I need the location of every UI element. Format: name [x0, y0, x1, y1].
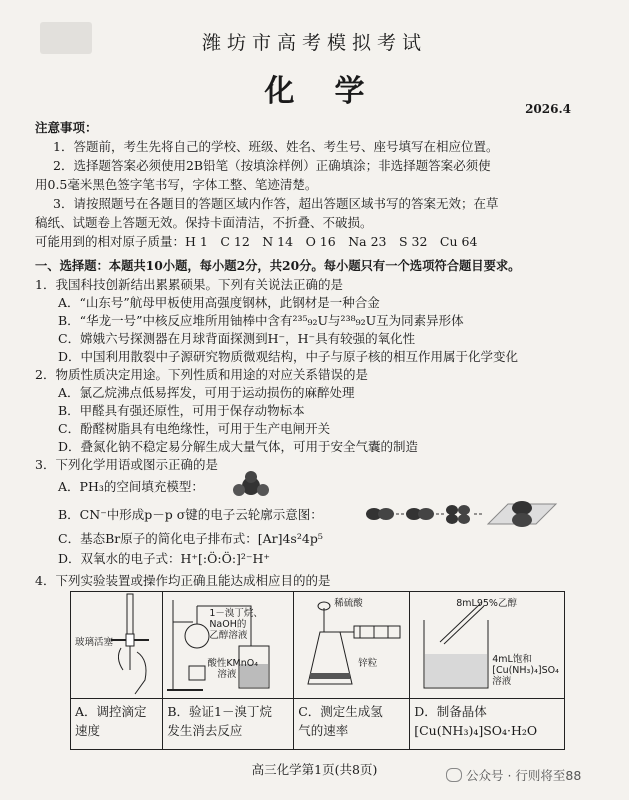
caption-d: [410, 699, 565, 750]
page-footer: 高三化学第1页(共8页): [251, 762, 378, 777]
q1-option-c: C．嫦娥六号探测器在月球背面探测到H⁻，H⁻具有较强的氧化性: [58, 331, 416, 346]
note-item-3b: 稿纸、试题卷上答题无效。保持卡面清洁，不折叠、不破损。: [35, 215, 373, 230]
fig-d-label-1: 8mL95%乙醇: [456, 598, 517, 609]
caption-b-line2: 发生消去反应: [167, 723, 243, 738]
fig-b-label-4: 酸性KMnO₄: [207, 658, 259, 669]
caption-a: [71, 699, 163, 750]
caption-b: [163, 699, 294, 750]
q3-option-b: B．CN⁻中形成p－p σ键的电子云轮廓示意图：: [58, 507, 323, 522]
q4-stem: 4．下列实验装置或操作均正确且能达成相应目的的是: [35, 573, 331, 588]
q3-option-a: A．PH₃的空间填充模型：: [58, 479, 204, 494]
caption-b-line1: B．验证1－溴丁烷: [167, 704, 272, 719]
exam-title: 潍坊市高考模拟考试: [201, 32, 427, 54]
q1-stem: 1．我国科技创新结出累累硕果。下列有关说法正确的是: [35, 277, 343, 292]
q1-option-d: D．中国利用散裂中子源研究物质微观结构，中子与原子核的相互作用属于化学变化: [58, 349, 519, 364]
figure-a: [71, 592, 163, 699]
orbital-overlap-figure: [360, 496, 560, 532]
q4-figure-table: [70, 591, 565, 750]
exam-date: 2026.4: [525, 102, 571, 116]
atomic-masses: 可能用到的相对原子质量：H 1 C 12 N 14 O 16 Na 23 S 32 Cu 64: [35, 234, 478, 249]
figure-d: [410, 592, 565, 699]
fig-b-label-2: NaOH的: [209, 619, 247, 630]
note-item-1: 1．答题前，考生先将自己的学校、班级、姓名、考生号、座号填写在相应位置。: [53, 139, 499, 154]
caption-a-line1: A．调控滴定: [75, 704, 147, 719]
fig-d-label-4: 溶液: [492, 676, 512, 687]
q2-option-d: D．叠氮化钠不稳定易分解生成大量气体，可用于安全气囊的制造: [58, 439, 419, 454]
q1-option-b: B．“华龙一号”中核反应堆所用铀棒中含有²³⁵₉₂U与²³⁸₉₂U互为同素异形体: [58, 313, 464, 328]
q2-option-b: B．甲醛具有强还原性，可用于保存动物标本: [58, 403, 305, 418]
fig-c-label-1: 稀硫酸: [334, 598, 363, 609]
subject-title: 化学: [264, 74, 405, 109]
caption-c: [294, 699, 410, 750]
caption-a-line2: 速度: [75, 723, 101, 738]
watermark: [446, 766, 581, 784]
q3-option-d: D．双氧水的电子式：H⁺[:Ö:Ö:]²⁻H⁺: [58, 551, 271, 566]
note-item-2b: 用0.5毫米黑色签字笔书写，字体工整、笔迹清楚。: [35, 177, 318, 192]
q2-option-c: C．酚醛树脂具有电绝缘性，可用于生产电闸开关: [58, 421, 331, 436]
figure-b: [163, 592, 294, 699]
q2-stem: 2．物质性质决定用途。下列性质和用途的对应关系错误的是: [35, 367, 368, 382]
figure-c: [294, 592, 410, 699]
fig-b-label-3: 乙醇溶液: [209, 630, 248, 641]
caption-d-line2: [Cu(NH₃)₄]SO₄·H₂O: [414, 723, 538, 738]
fig-b-label-1: 1－溴丁烷、: [209, 608, 263, 619]
q1-option-a: A．“山东号”航母甲板使用高强度钢林，此钢材是一种合金: [58, 295, 380, 310]
section-heading: 一、选择题：本题共10小题，每小题2分，共20分。每小题只有一个选项符合题目要求。: [35, 258, 521, 273]
fig-b-label-5: 溶液: [217, 669, 237, 680]
caption-d-line1: D．制备晶体: [414, 704, 487, 719]
note-item-3a: 3．请按照题号在各题目的答题区域内作答，超出答题区域书写的答案无效；在草: [53, 196, 499, 211]
ph3-model-figure: [228, 470, 274, 500]
fig-d-label-3: [Cu(NH₃)₄]SO₄: [492, 665, 559, 676]
wechat-icon: [446, 768, 462, 782]
q2-option-a: A．氯乙烷沸点低易挥发，可用于运动损伤的麻醉处理: [58, 385, 355, 400]
watermark-text: 公众号 · 行则将至88: [466, 768, 582, 783]
caption-c-line2: 气的速率: [298, 723, 349, 738]
note-item-2a: 2．选择题答案必须使用2B铅笔（按填涂样例）正确填涂；非选择题答案必须使: [53, 158, 491, 173]
q3-stem: 3．下列化学用语或图示正确的是: [35, 457, 218, 472]
q3-option-c: C．基态Br原子的简化电子排布式：[Ar]4s²4p⁵: [58, 531, 323, 546]
fig-a-label: 玻璃活塞: [75, 637, 114, 648]
notes-heading: 注意事项：: [35, 120, 98, 135]
fig-d-label-2: 4mL饱和: [492, 654, 532, 665]
caption-c-line1: C．测定生成氢: [298, 704, 383, 719]
fig-c-label-2: 锌粒: [358, 658, 378, 669]
